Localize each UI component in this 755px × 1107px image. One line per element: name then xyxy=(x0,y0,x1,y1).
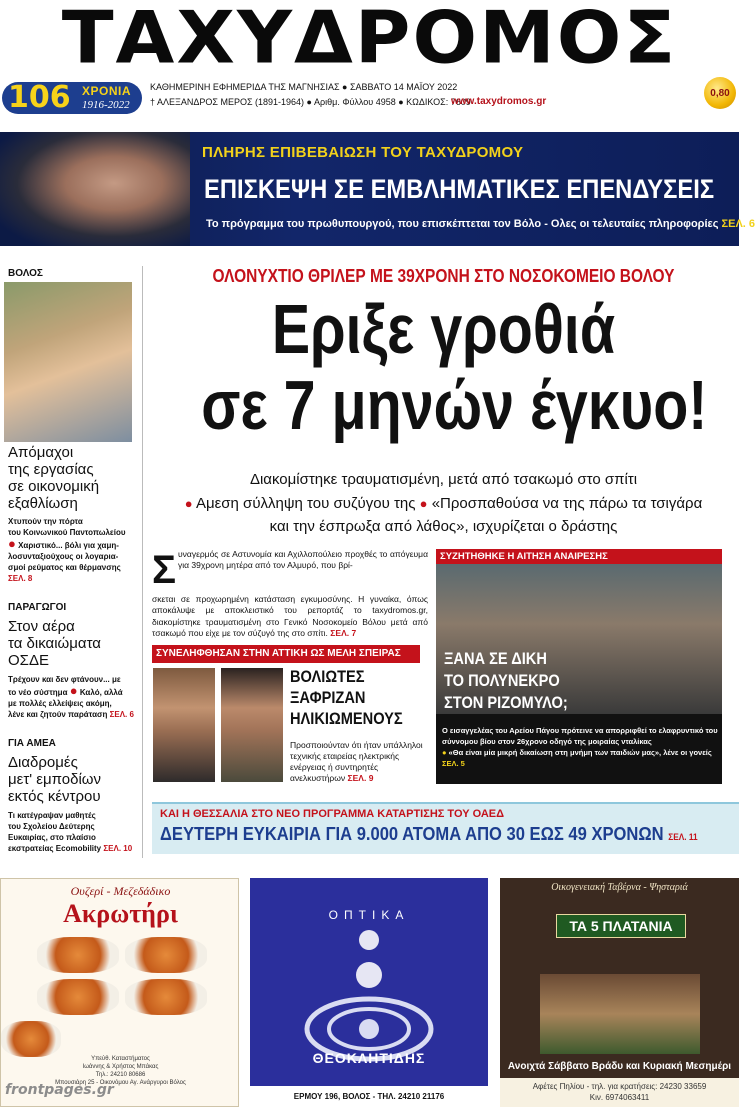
lead-deck-3: και την έσπρωξα από λάθος», ισχυρίζεται ο δράστης xyxy=(269,518,618,535)
head-line: Διαδρομές xyxy=(8,754,78,771)
oaed-kicker: ΚΑΙ Η ΘΕΣΣΑΛΙΑ ΣΤΟ ΝΕΟ ΠΡΟΓΡΑΜΜΑ ΚΑΤΑΡΤΙΣΗΣ ΤΟΥ ΟΑΕΔ xyxy=(160,808,505,820)
text-line: με πολλές ελλείψεις ακόμη, xyxy=(8,699,112,708)
lead-headline-line1[interactable]: Εριξε γροθιά xyxy=(271,290,616,368)
dish-image xyxy=(1,1021,61,1057)
story-text: σκεται σε προχωρημένη κατάσταση εγκυμοσύνης. Η γυναίκα, όπως αποκάλυψε με αποκλειστικό του ρεπορτάζ το taxydromos.gr, διακομίστηκε τραυματισμένη στο Γενικό Νοσοκομείο Βόλου μετά από τσακωμό που είχε με τον σύζυγό της στο σπίτι. xyxy=(152,594,428,638)
lead-deck-1: Διακομίστηκε τραυματισμένη, μετά από τσακωμό στο σπίτι xyxy=(249,471,638,488)
ad3-info xyxy=(500,1078,739,1107)
banner-ref: ΣΕΛ. 6 xyxy=(721,218,755,230)
title-line: ΒΟΛΙΩΤΕΣ xyxy=(290,667,365,686)
story-ref: ΣΕΛ. 7 xyxy=(330,627,357,638)
deck-span: Αμεση σύλληψη του συζύγου της xyxy=(195,495,416,512)
banner-kicker: ΠΛΗΡΗΣ ΕΠΙΒΕΒΑΙΩΣΗ ΤΟΥ ΤΑΧΥΔΡΟΜΟΥ xyxy=(202,144,524,161)
bullet-icon: ● xyxy=(184,496,193,511)
dish-image xyxy=(125,937,207,973)
years-number: 106 xyxy=(8,80,71,115)
ad-optika[interactable] xyxy=(250,878,488,1107)
head-line: ΟΣΔΕ xyxy=(8,652,49,669)
text-line-ref xyxy=(8,709,136,720)
sidebar-ref-1: ΣΕΛ. 8 xyxy=(8,574,33,583)
bullet-icon: ● xyxy=(69,683,78,698)
sidebar-head-3[interactable] xyxy=(8,754,101,805)
sidebar xyxy=(0,268,140,868)
suspect-photo-1 xyxy=(153,668,215,782)
top-banner[interactable] xyxy=(0,132,755,246)
suspect-photo-2 xyxy=(221,668,283,782)
pm-photo xyxy=(0,132,190,246)
title-line: ΤΟ ΠΟΛΥΝΕΚΡΟ xyxy=(444,671,560,690)
dish-image xyxy=(37,979,119,1015)
sidebar-label-producers: ΠΑΡΑΓΩΓΟΙ xyxy=(8,602,67,613)
banner-title: ΕΠΙΣΚΕΨΗ ΣΕ ΕΜΒΛΗΜΑΤΙΚΕΣ ΕΠΕΝΔΥΣΕΙΣ xyxy=(204,174,715,204)
info-line: Αφέτες Πηλίου - τηλ. για κρατήσεις: 24230 33659 xyxy=(532,1082,707,1091)
head-line: Απόμαχοι xyxy=(8,444,74,461)
title-line: ΣΤΟΝ ΡΙΖΟΜΥΛΟ; xyxy=(444,693,568,712)
sidebar-ref-3: ΣΕΛ. 10 xyxy=(103,844,133,853)
arrest-text xyxy=(290,740,430,784)
oaed-title xyxy=(160,824,698,845)
years-badge xyxy=(2,82,142,114)
sidebar-label-amea: ΓΙΑ ΑΜΕΑ xyxy=(8,738,56,749)
banner-sub-text: Το πρόγραμμα του πρωθυπουργού, που επισκέπτεται τον Βόλο - Ολες οι τελευταίες πληροφορίες xyxy=(206,218,719,230)
head-line: Στον αέρα xyxy=(8,618,75,635)
sidebar-photo-hands xyxy=(4,282,132,442)
text-line-ref xyxy=(8,843,136,854)
title-line: ΞΑΦΡΙΖΑΝ xyxy=(290,688,366,707)
text-line: του Κοινωνικού Παντοπωλείου xyxy=(8,528,126,537)
dot-icon xyxy=(356,962,382,988)
bullet-icon: ● xyxy=(8,536,16,551)
text-line: του Σχολείου Δεύτερης xyxy=(8,822,95,831)
retrial-title[interactable] xyxy=(444,648,568,714)
text-span: Καλό, αλλά xyxy=(79,688,123,697)
head-line: εξαθλίωση xyxy=(8,495,78,512)
bullet-icon: ● xyxy=(419,496,428,511)
ad2-top: ΟΠΤΙΚΑ xyxy=(328,908,410,922)
head-line: μετ' εμποδίων xyxy=(8,771,101,788)
years-word: ΧΡΟΝΙΑ xyxy=(82,84,132,98)
arrest-body: Προσποιούνταν ότι ήταν υπάλληλοι τεχνικής εταιρείας ηλεκτρικής ενέργειας ή συντηρητές ανελκυστήρων xyxy=(290,740,423,783)
info-line: Κιν. 6974063411 xyxy=(589,1093,650,1102)
text-line: Χτυπούν την πόρτα xyxy=(8,517,83,526)
retrial-ref: ΣΕΛ. 5 xyxy=(442,759,465,768)
text-line: Τι κατέγραψαν μαθητές xyxy=(8,811,96,820)
arrest-ref: ΣΕΛ. 9 xyxy=(347,773,374,783)
dish-image xyxy=(37,937,119,973)
quote-text: «Θα είναι μία μικρή δικαίωση στη μνήμη των παιδιών μας», λένε οι γονείς xyxy=(448,748,712,757)
sidebar-ref-2: ΣΕΛ. 6 xyxy=(109,710,134,719)
sidebar-label-volos: ΒΟΛΟΣ xyxy=(8,268,43,279)
lead-story-a: υναγερμός σε Αστυνομία και Αχιλλοπούλειο προχθές το απόγευμα για 39χρονη μητέρα από τον Αλμυρό, που βρί- xyxy=(178,549,428,571)
retrial-body: Ο εισαγγελέας του Αρείου Πάγου πρότεινε να απορριφθεί το ελαφρυντικό του σύννομου βίου στον 26χρονο οδηγό της μοιραίας νταλίκας xyxy=(442,726,718,746)
head-line: της εργασίας xyxy=(8,461,94,478)
ad3-name: ΤΑ 5 ΠΛΑΤΑΝΙΑ xyxy=(556,914,686,938)
frontpages-credit: frontpages.gr xyxy=(5,1082,114,1098)
ad3-hours: Ανοιχτά Σάββατο Βράδυ και Κυριακή Μεσημέρι xyxy=(507,1061,732,1072)
info-line: Τηλ.: 24210 80686 xyxy=(95,1072,146,1078)
lead-story-b xyxy=(152,594,428,639)
ad2-name: ΘΕΟΚΛΗΤΙΔΗΣ xyxy=(312,1050,426,1066)
head-line: εκτός κέντρου xyxy=(8,788,101,805)
retrial-text xyxy=(442,725,722,769)
title-line: ΞΑΝΑ ΣΕ ΔΙΚΗ xyxy=(444,649,547,668)
masthead-title: ΤΑΧΥΔΡΟΜΟΣ xyxy=(61,0,678,80)
dish-image xyxy=(125,979,207,1015)
oaed-box[interactable] xyxy=(152,802,739,854)
taverna-photo xyxy=(540,974,700,1054)
website-link[interactable]: www.taxydromos.gr xyxy=(451,96,547,107)
issue-info-line1: ΚΑΘΗΜΕΡΙΝΗ ΕΦΗΜΕΡΙΔΑ ΤΗΣ ΜΑΓΝΗΣΙΑΣ ● ΣΑΒΒΑΤΟ 14 ΜΑΪΟΥ 2022 xyxy=(150,82,458,92)
ad3-subtitle: Οικογενειακή Ταβέρνα - Ψησταριά xyxy=(551,882,688,893)
title-line: ΗΛΙΚΙΩΜΕΝΟΥΣ xyxy=(290,709,403,728)
lead-kicker: ΟΛΟΝΥΧΤΙΟ ΘΡΙΛΕΡ ΜΕ 39ΧΡΟΝΗ ΣΤΟ ΝΟΣΟΚΟΜΕΙΟ ΒΟΛΟΥ xyxy=(212,266,675,286)
text-span: εκστρατείας Ecomobility xyxy=(8,844,102,853)
head-line: τα δικαιώματα xyxy=(8,635,101,652)
text-line-bullet xyxy=(8,685,136,698)
text-span: λένε και ζητούν παράταση xyxy=(8,710,108,719)
column-divider xyxy=(142,266,143,858)
oaed-title-text: ΔΕΥΤΕΡΗ ΕΥΚΑΙΡΙΑ ΓΙΑ 9.000 ΑΤΟΜΑ ΑΠΟ 30 ΕΩΣ 49 ΧΡΟΝΩΝ xyxy=(160,824,664,844)
head-line: σε οικονομική xyxy=(8,478,100,495)
bullet-icon: ● xyxy=(442,748,447,757)
retrial-band: ΣΥΖΗΤΗΘΗΚΕ Η ΑΙΤΗΣΗ ΑΝΑΙΡΕΣΗΣ xyxy=(436,549,722,564)
arrest-title[interactable] xyxy=(290,666,410,729)
text-span: Χαριστικό... βόλι για χαμη- xyxy=(18,541,119,550)
text-span: το νέο σύστημα xyxy=(8,688,68,697)
price-badge: 0,80 xyxy=(704,77,736,109)
ad1-name: Ακρωτήρι xyxy=(63,899,178,928)
dot-icon xyxy=(359,930,379,950)
retrial-quote xyxy=(442,747,722,758)
sidebar-text-1 xyxy=(8,516,136,584)
ad-akrotiri[interactable] xyxy=(0,878,239,1107)
text-line-bullet xyxy=(8,538,136,551)
ad2-address: ΕΡΜΟΥ 196, ΒΟΛΟΣ - ΤΗΛ. 24210 21176 xyxy=(250,1086,488,1107)
text-line: Ευκαιρίας, στο πλαίσιο xyxy=(8,833,96,842)
lead-headline-line2[interactable]: σε 7 μηνών έγκυο! xyxy=(201,366,708,444)
sidebar-head-1[interactable] xyxy=(8,444,99,512)
arrest-band: ΣΥΝΕΛΗΦΘΗΣΑΝ ΣΤΗΝ ΑΤΤΙΚΗ ΩΣ ΜΕΛΗ ΣΠΕΙΡΑΣ xyxy=(152,645,420,663)
text-line: λοσυνταξιούχους οι λογαρια- xyxy=(8,552,119,561)
oaed-ref: ΣΕΛ. 11 xyxy=(668,832,698,842)
info-line: Υπεύθ. Καταστήματος xyxy=(91,1056,150,1062)
ad-platania[interactable] xyxy=(500,878,739,1107)
deck-span: «Προσπαθούσα να της πάρω τα τσιγάρα xyxy=(431,495,703,512)
info-line: Μπουσιάρη 25 - Οικονόμου Αγ. Ανάργυροι Βόλος xyxy=(55,1080,186,1086)
sidebar-head-2[interactable] xyxy=(8,618,101,669)
text-line: σμοί ρεύματος και θέρμανσης xyxy=(8,563,121,572)
issue-info-line2: † ΑΛΕΞΑΝΔΡΟΣ ΜΕΡΟΣ (1891-1964) ● Αριθμ. Φύλλου 4958 ● ΚΩΔΙΚΟΣ: 7609 xyxy=(150,97,471,107)
lead-deck-2 xyxy=(148,494,739,513)
years-range: 1916-2022 xyxy=(82,99,130,111)
banner-subtitle xyxy=(206,218,755,230)
sidebar-text-3 xyxy=(8,810,136,854)
info-line: Ιωάννης & Χρήστος Μπάκας xyxy=(82,1064,159,1070)
drop-cap: Σ xyxy=(152,548,177,592)
sidebar-text-2 xyxy=(8,674,136,720)
ad1-subtitle: Ουζερί - Μεζεδάδικο xyxy=(70,884,171,898)
text-line: Τρέχουν και δεν φτάνουν... με xyxy=(8,675,121,684)
